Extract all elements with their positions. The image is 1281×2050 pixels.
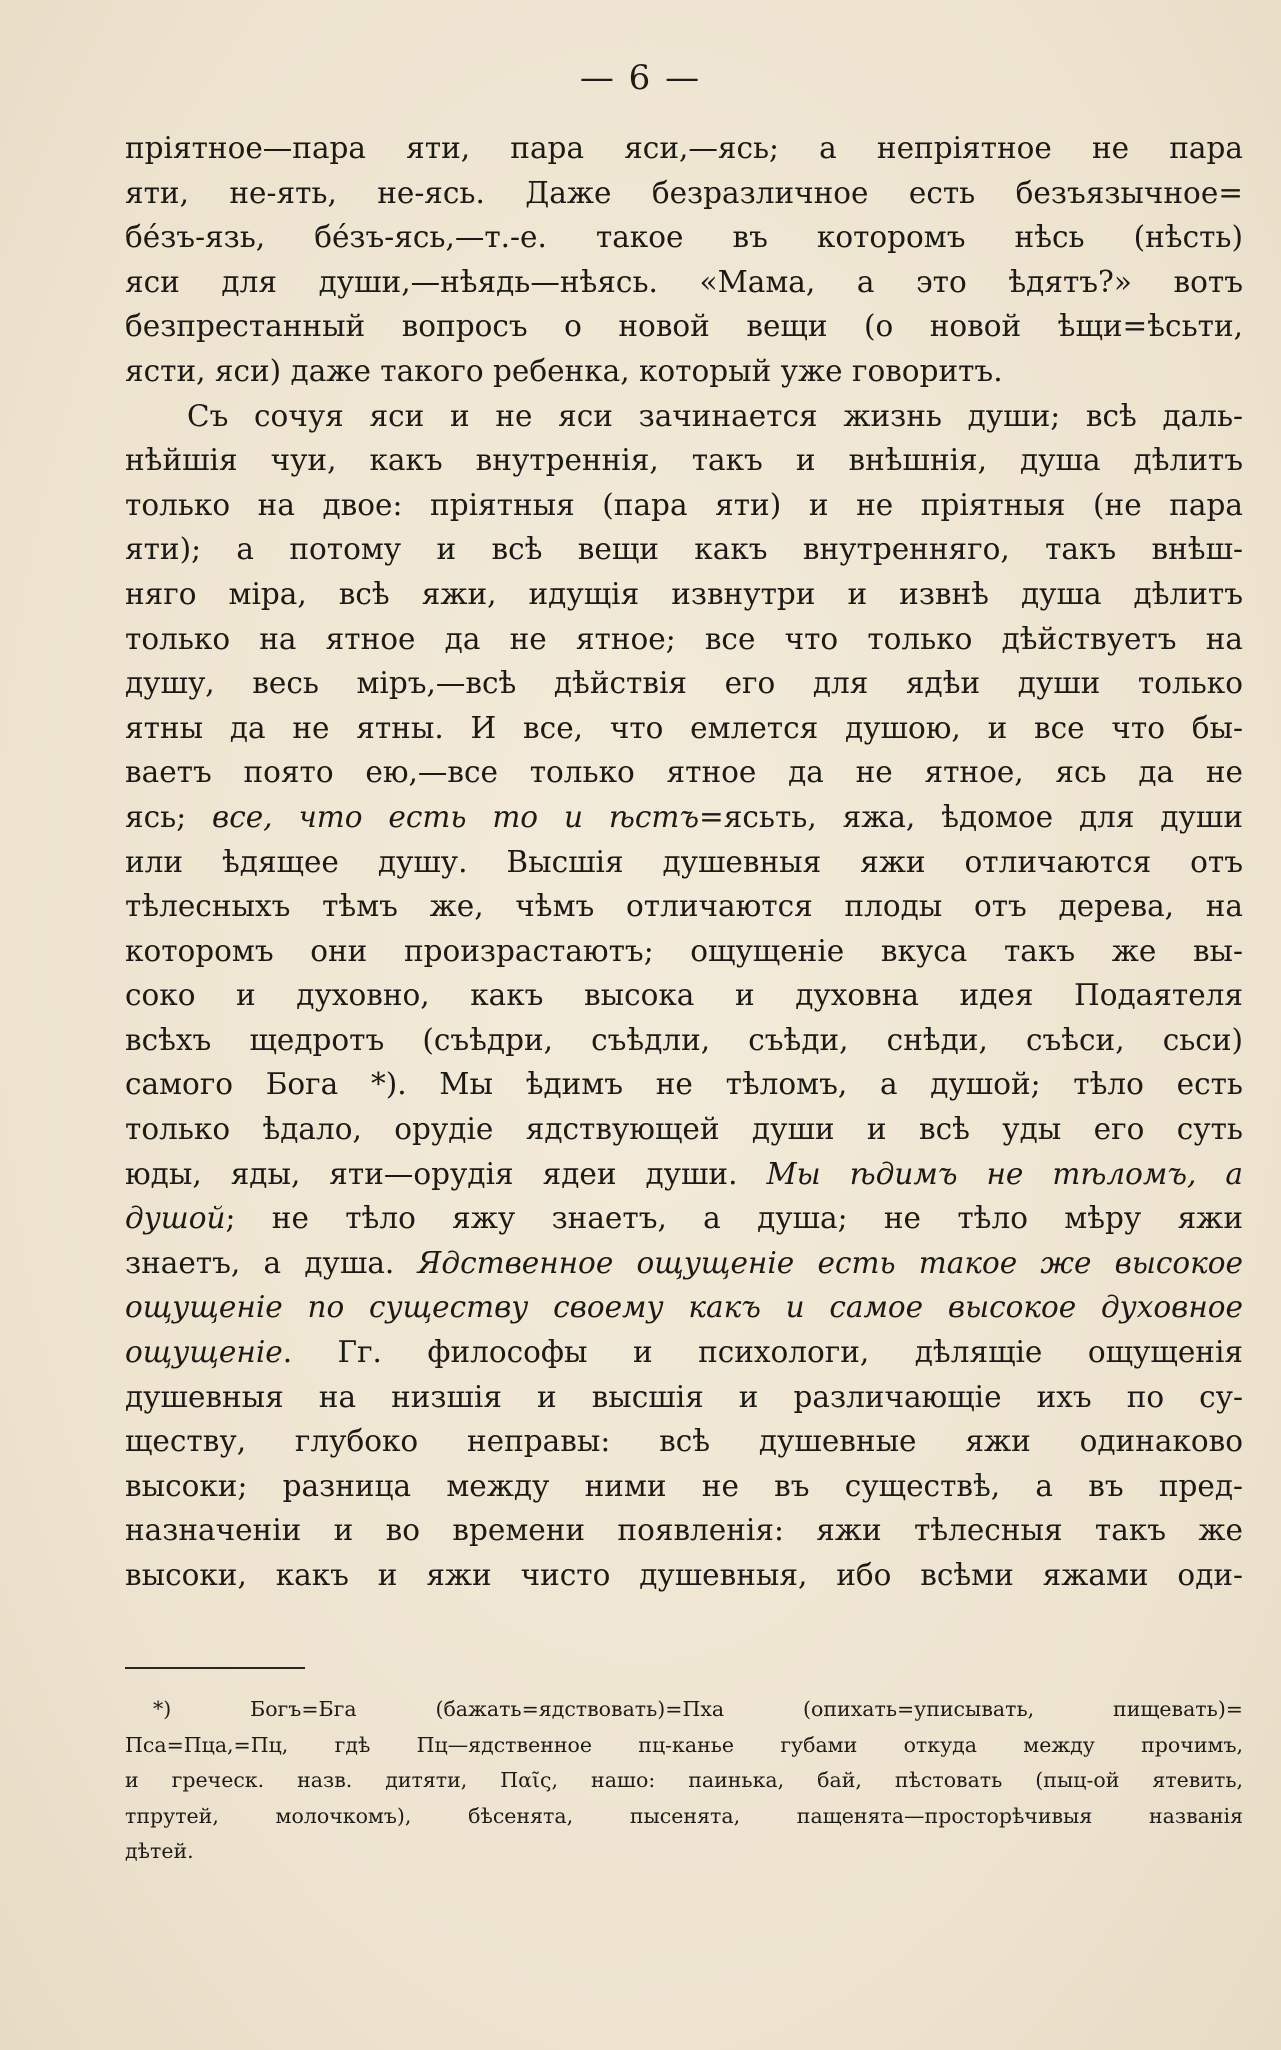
text-line (125, 1196, 1243, 1241)
text-line: ятны да не ятны. И все, что емлется душою, и все что бы- (125, 710, 1243, 745)
text-line: яти); а потому и всѣ вещи какъ внутренняго, такъ внѣш- (125, 532, 1243, 567)
page-number: — 6 — (579, 58, 702, 98)
italic-run: Ядственное ощущеніе есть такое же высокое (417, 1245, 1243, 1280)
text-line: ясти, яси) даже такого ребенка, который уже говоритъ. (125, 353, 1003, 388)
text-line: ваетъ поято ею,—все только ятное да не ятное, ясь да не (125, 755, 1243, 790)
body-text (125, 126, 1243, 1598)
text-line: пріятное—пара яти, пара яси,—ясь; а непріятное не пара (125, 131, 1243, 165)
text-run: ; не тѣло яжу знаетъ, а душа; не тѣло мѣру яжи (225, 1201, 1243, 1236)
text-line: высоки; разница между ними не въ существѣ, а въ пред- (125, 1468, 1243, 1503)
text-line: которомъ они произрастаютъ; ощущеніе вкуса такъ же вы- (125, 933, 1243, 968)
text-line: душу, весь міръ,—всѣ дѣйствія его для ядѣи души только (125, 666, 1243, 701)
text-line: душевныя на низшія и высшія и различающіе ихъ по су- (125, 1379, 1243, 1414)
italic-run: все, что есть то и ѣстъ (212, 799, 700, 834)
text-line: всѣхъ щедротъ (съѣдри, съѣдли, съѣди, снѣди, съѣси, сьси) (125, 1022, 1243, 1057)
text-line: только на двое: пріятныя (пара яти) и не пріятныя (не пара (125, 487, 1243, 522)
text-line: бéзъ-язь, бéзъ-ясь,—т.-е. такое въ которомъ нѣсь (нѣсть) (125, 220, 1243, 255)
text-line: яти, не-ять, не-ясь. Даже безразличное есть безъязычное= (125, 175, 1243, 210)
text-line: самого Бога *). Мы ѣдимъ не тѣломъ, а душой; тѣло есть (125, 1067, 1243, 1102)
text-line: нѣйшія чуи, какъ внутреннія, такъ и внѣшнія, душа дѣлитъ (125, 443, 1243, 478)
text-line: Съ сочуя яси и не яси зачинается жизнь души; всѣ даль- (187, 398, 1243, 433)
text-line: няго міра, всѣ яжи, идущія извнутри и извнѣ душа дѣлитъ (125, 576, 1243, 611)
footnote-line: дѣтей. (125, 1839, 194, 1864)
text-line: или ѣдящее душу. Высшія душевныя яжи отличаются отъ (125, 844, 1243, 879)
text-line: яси для души,—нѣядь—нѣясь. «Мама, а это ѣдятъ?» вотъ (125, 264, 1243, 299)
footnote-divider (125, 1667, 305, 1669)
text-line: только ѣдало, орудіе ядствующей души и всѣ уды его суть (125, 1112, 1243, 1147)
text-line (125, 1241, 1243, 1286)
text-line: только на ятное да не ятное; все что только дѣйствуетъ на (125, 621, 1243, 656)
footnote-line: *) Богъ=Бга (бажать=ядствовать)=Пха (опихать=уписывать, пищевать)= (153, 1697, 1243, 1721)
italic-run: душой (125, 1201, 226, 1236)
text-run: . Гг. философы и психологи, дѣлящіе ощущенія (282, 1335, 1243, 1370)
text-line (125, 1152, 1243, 1197)
text-line (125, 795, 1243, 840)
text-line: безпрестанный вопросъ о новой вещи (о новой ѣщи=ѣсьти, (125, 309, 1243, 344)
footnote (125, 1692, 1243, 1870)
footnote-line: тпрутей, молочкомъ), бѣсенята, пысенята, пащенята—просторѣчивыя названія (125, 1803, 1243, 1828)
text-line: соко и духовно, какъ высока и духовна идея Подаятеля (125, 978, 1243, 1013)
text-line: тѣлесныхъ тѣмъ же, чѣмъ отличаются плоды отъ дерева, на (125, 889, 1243, 924)
text-run: юды, яды, яти—орудія ядеи души. (125, 1156, 767, 1191)
text-line: назначеніи и во времени появленія: яжи тѣлесныя такъ же (125, 1513, 1243, 1548)
footnote-line: и греческ. назв. дитяти, Παῖς, нашо: паинька, бай, пѣстовать (пыц-ой ятевить, (125, 1768, 1243, 1793)
text-line (125, 1285, 1243, 1330)
italic-run: Мы ѣдимъ не тѣломъ, а (766, 1156, 1243, 1191)
italic-run: ощущеніе (125, 1335, 283, 1370)
text-line: ществу, глубоко неправы: всѣ душевные яжи одинаково (125, 1424, 1243, 1459)
italic-run: ощущеніе по существу своему какъ и самое высокое духовное (125, 1290, 1243, 1325)
text-run: =ясьть, яжа, ѣдомое для души (699, 799, 1243, 834)
text-line (125, 1330, 1243, 1375)
text-run: ясь; (125, 799, 213, 834)
text-line: высоки, какъ и яжи чисто душевныя, ибо всѣми яжами оди- (125, 1558, 1243, 1592)
footnote-line: Пса=Пца,=Пц, гдѣ Пц—ядственное пц-канье губами откуда между прочимъ, (125, 1732, 1243, 1757)
text-run: знаетъ, а душа. (125, 1245, 418, 1280)
